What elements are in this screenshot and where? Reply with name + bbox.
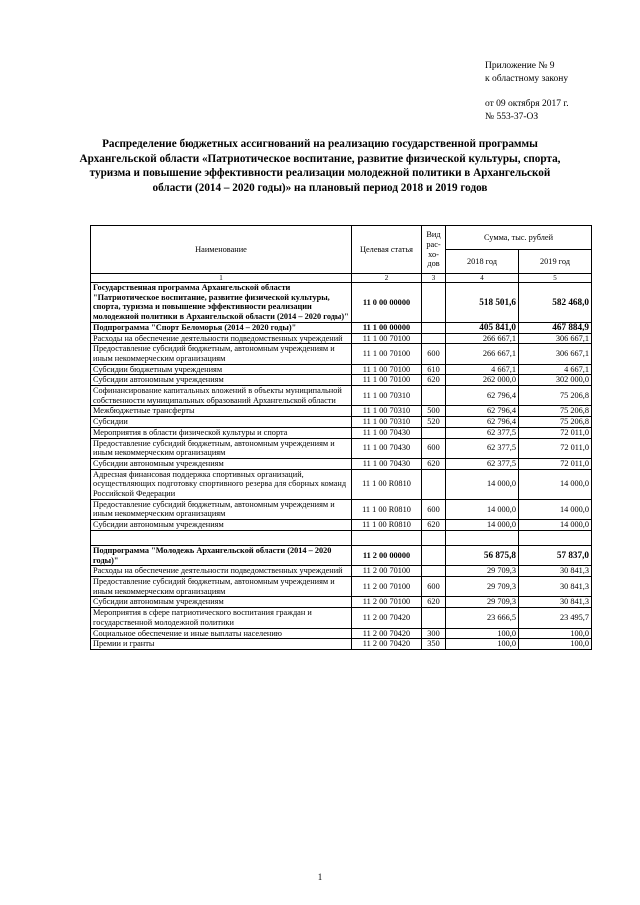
row-amount-2019: 14 000,0 (519, 469, 592, 499)
row-name (91, 530, 352, 545)
table-row (91, 375, 592, 386)
table-row (91, 628, 592, 639)
row-amount-2019: 14 000,0 (519, 499, 592, 519)
row-amount-2018: 14 000,0 (446, 469, 519, 499)
row-target-code: 11 1 00 70310 (352, 417, 422, 428)
row-name: Адресная финансовая поддержка спортивных организаций, осуществляющих подготовку спортивного резерва для сборных команд Российской Федерации (91, 469, 352, 499)
row-target-code: 11 1 00 70100 (352, 333, 422, 344)
table-row (91, 417, 592, 428)
table-row (91, 520, 592, 531)
row-target-code: 11 0 00 00000 (352, 283, 422, 323)
row-amount-2018: 62 796,4 (446, 406, 519, 417)
row-expense-type (422, 545, 446, 565)
column-number: 2 (352, 274, 422, 283)
row-expense-type (422, 530, 446, 545)
row-name: Субсидии автономным учреждениям (91, 520, 352, 531)
header-name: Наименование (91, 226, 352, 274)
column-number: 4 (446, 274, 519, 283)
document-title: Распределение бюджетных ассигнований на реализацию государственной программы Архангельской области «Патриотическое воспитание, развитие физической культуры, спорта, туризма и повышение эффективности реализации молодежной политики в Архангельской области (2014 – 2020 годы)» на плановый период 2018 и 2019 годов (79, 138, 561, 194)
table-row (91, 499, 592, 519)
row-target-code: 11 2 00 00000 (352, 545, 422, 565)
row-name: Социальное обеспечение и иные выплаты населению (91, 628, 352, 639)
row-name: Подпрограмма "Спорт Беломорья (2014 – 2020 годы)" (91, 322, 352, 333)
row-name: Субсидии автономным учреждениям (91, 458, 352, 469)
row-name: Расходы на обеспечение деятельности подведомственных учреждений (91, 566, 352, 577)
table-row (91, 608, 592, 628)
column-numbers-row (91, 274, 592, 283)
table-row (91, 458, 592, 469)
row-name: Мероприятия в сфере патриотического воспитания граждан и государственной молодежной политики (91, 608, 352, 628)
row-target-code (352, 530, 422, 545)
row-name: Премии и гранты (91, 639, 352, 650)
row-amount-2019: 100,0 (519, 639, 592, 650)
row-amount-2018: 62 796,4 (446, 417, 519, 428)
appendix-line: Приложение № 9 (485, 61, 555, 71)
row-name: Подпрограмма "Молодежь Архангельской области (2014 – 2020 годы)" (91, 545, 352, 565)
row-name: Предоставление субсидий бюджетным, автономным учреждениям и иным некоммерческим организациям (91, 438, 352, 458)
row-amount-2018: 29 709,3 (446, 566, 519, 577)
row-amount-2018 (446, 530, 519, 545)
row-target-code: 11 2 00 70420 (352, 628, 422, 639)
row-amount-2018: 14 000,0 (446, 520, 519, 531)
table-body (91, 283, 592, 650)
table-row (91, 576, 592, 596)
row-target-code: 11 1 00 70100 (352, 344, 422, 364)
table-row (91, 597, 592, 608)
header-expense-type: Вид рас-хо-дов (422, 226, 446, 274)
row-expense-type: 620 (422, 597, 446, 608)
row-amount-2019: 467 884,9 (519, 322, 592, 333)
row-amount-2018: 56 875,8 (446, 545, 519, 565)
table-row (91, 322, 592, 333)
row-name: Государственная программа Архангельской области "Патриотическое воспитание, развитие физической культуры, спорта, туризма и повышение эффективности реализации молодежной политики в Архангельской области (2014 – 2020 годы)" (91, 283, 352, 323)
row-target-code: 11 1 00 R0810 (352, 499, 422, 519)
row-amount-2018: 14 000,0 (446, 499, 519, 519)
row-amount-2018: 62 377,5 (446, 438, 519, 458)
table-row (91, 283, 592, 323)
row-expense-type (422, 322, 446, 333)
header-sum: Сумма, тыс. рублей (446, 226, 592, 250)
row-amount-2018: 266 667,1 (446, 333, 519, 344)
table-row (91, 333, 592, 344)
row-expense-type: 620 (422, 458, 446, 469)
row-target-code: 11 2 00 70100 (352, 566, 422, 577)
row-amount-2018: 262 000,0 (446, 375, 519, 386)
row-target-code: 11 1 00 70100 (352, 364, 422, 375)
row-name: Субсидии автономным учреждениям (91, 375, 352, 386)
row-amount-2018: 100,0 (446, 628, 519, 639)
row-target-code: 11 1 00 00000 (352, 322, 422, 333)
row-amount-2018: 62 377,5 (446, 458, 519, 469)
row-amount-2019: 30 841,3 (519, 576, 592, 596)
column-number: 5 (519, 274, 592, 283)
row-expense-type: 520 (422, 417, 446, 428)
row-amount-2019: 72 011,0 (519, 458, 592, 469)
row-target-code: 11 2 00 70100 (352, 597, 422, 608)
row-target-code: 11 1 00 70430 (352, 427, 422, 438)
row-amount-2019: 14 000,0 (519, 520, 592, 531)
row-amount-2018: 266 667,1 (446, 344, 519, 364)
row-amount-2018: 405 841,0 (446, 322, 519, 333)
row-expense-type: 300 (422, 628, 446, 639)
row-amount-2018: 518 501,6 (446, 283, 519, 323)
column-number: 1 (91, 274, 352, 283)
page-number: 1 (317, 872, 323, 882)
row-expense-type (422, 469, 446, 499)
row-name: Субсидии автономным учреждениям (91, 597, 352, 608)
row-expense-type: 600 (422, 344, 446, 364)
table-row (91, 386, 592, 406)
row-expense-type (422, 427, 446, 438)
row-amount-2019: 582 468,0 (519, 283, 592, 323)
row-expense-type (422, 608, 446, 628)
row-target-code: 11 2 00 70100 (352, 576, 422, 596)
row-target-code: 11 1 00 70310 (352, 406, 422, 417)
table-row (91, 639, 592, 650)
row-name: Расходы на обеспечение деятельности подведомственных учреждений (91, 333, 352, 344)
table-row (91, 545, 592, 565)
row-name: Софинансирование капитальных вложений в объекты муниципальной собственности муниципальных образований Архангельской области (91, 386, 352, 406)
row-amount-2019: 75 206,8 (519, 386, 592, 406)
row-amount-2018: 62 377,5 (446, 427, 519, 438)
appendix-law-number: № 553-37-ОЗ (485, 112, 539, 122)
row-expense-type: 610 (422, 364, 446, 375)
row-expense-type: 600 (422, 576, 446, 596)
row-target-code: 11 1 00 R0810 (352, 520, 422, 531)
row-amount-2019: 4 667,1 (519, 364, 592, 375)
row-amount-2018: 29 709,3 (446, 597, 519, 608)
header-code: Целевая статья (352, 226, 422, 274)
row-expense-type (422, 386, 446, 406)
row-amount-2019: 30 841,3 (519, 597, 592, 608)
row-amount-2019: 30 841,3 (519, 566, 592, 577)
appendix-date: от 09 октября 2017 г. (485, 99, 569, 109)
row-amount-2019: 72 011,0 (519, 427, 592, 438)
row-expense-type: 350 (422, 639, 446, 650)
row-amount-2018: 100,0 (446, 639, 519, 650)
row-target-code: 11 1 00 70100 (352, 375, 422, 386)
row-name: Мероприятия в области физической культуры и спорта (91, 427, 352, 438)
row-amount-2019: 302 000,0 (519, 375, 592, 386)
budget-table (90, 225, 592, 650)
row-amount-2019 (519, 530, 592, 545)
row-amount-2019: 57 837,0 (519, 545, 592, 565)
appendix-line: к областному закону (485, 74, 569, 84)
row-target-code: 11 2 00 70420 (352, 608, 422, 628)
row-expense-type: 500 (422, 406, 446, 417)
row-name: Межбюджетные трансферты (91, 406, 352, 417)
row-expense-type (422, 333, 446, 344)
row-amount-2019: 306 667,1 (519, 344, 592, 364)
row-amount-2019: 306 667,1 (519, 333, 592, 344)
appendix-block (485, 60, 569, 124)
row-amount-2018: 62 796,4 (446, 386, 519, 406)
table-row (91, 344, 592, 364)
row-target-code: 11 2 00 70420 (352, 639, 422, 650)
table-row (91, 566, 592, 577)
row-target-code: 11 1 00 R0810 (352, 469, 422, 499)
row-amount-2018: 4 667,1 (446, 364, 519, 375)
row-amount-2019: 72 011,0 (519, 438, 592, 458)
table-row (91, 427, 592, 438)
row-name: Субсидии (91, 417, 352, 428)
row-amount-2018: 23 666,5 (446, 608, 519, 628)
row-expense-type: 600 (422, 499, 446, 519)
row-amount-2018: 29 709,3 (446, 576, 519, 596)
table-row (91, 530, 592, 545)
row-expense-type: 620 (422, 520, 446, 531)
row-expense-type (422, 283, 446, 323)
row-target-code: 11 1 00 70430 (352, 438, 422, 458)
table-row (91, 469, 592, 499)
row-expense-type (422, 566, 446, 577)
row-amount-2019: 75 206,8 (519, 406, 592, 417)
row-amount-2019: 100,0 (519, 628, 592, 639)
table-row (91, 438, 592, 458)
row-target-code: 11 1 00 70430 (352, 458, 422, 469)
column-number: 3 (422, 274, 446, 283)
row-expense-type: 600 (422, 438, 446, 458)
row-name: Предоставление субсидий бюджетным, автономным учреждениям и иным некоммерческим организациям (91, 499, 352, 519)
table-row (91, 406, 592, 417)
row-amount-2019: 75 206,8 (519, 417, 592, 428)
row-name: Предоставление субсидий бюджетным, автономным учреждениям и иным некоммерческим организациям (91, 344, 352, 364)
row-amount-2019: 23 495,7 (519, 608, 592, 628)
table-row (91, 364, 592, 375)
row-expense-type: 620 (422, 375, 446, 386)
row-name: Субсидии бюджетным учреждениям (91, 364, 352, 375)
row-target-code: 11 1 00 70310 (352, 386, 422, 406)
row-name: Предоставление субсидий бюджетным, автономным учреждениям и иным некоммерческим организациям (91, 576, 352, 596)
header-year-2018: 2018 год (446, 250, 519, 274)
header-year-2019: 2019 год (519, 250, 592, 274)
